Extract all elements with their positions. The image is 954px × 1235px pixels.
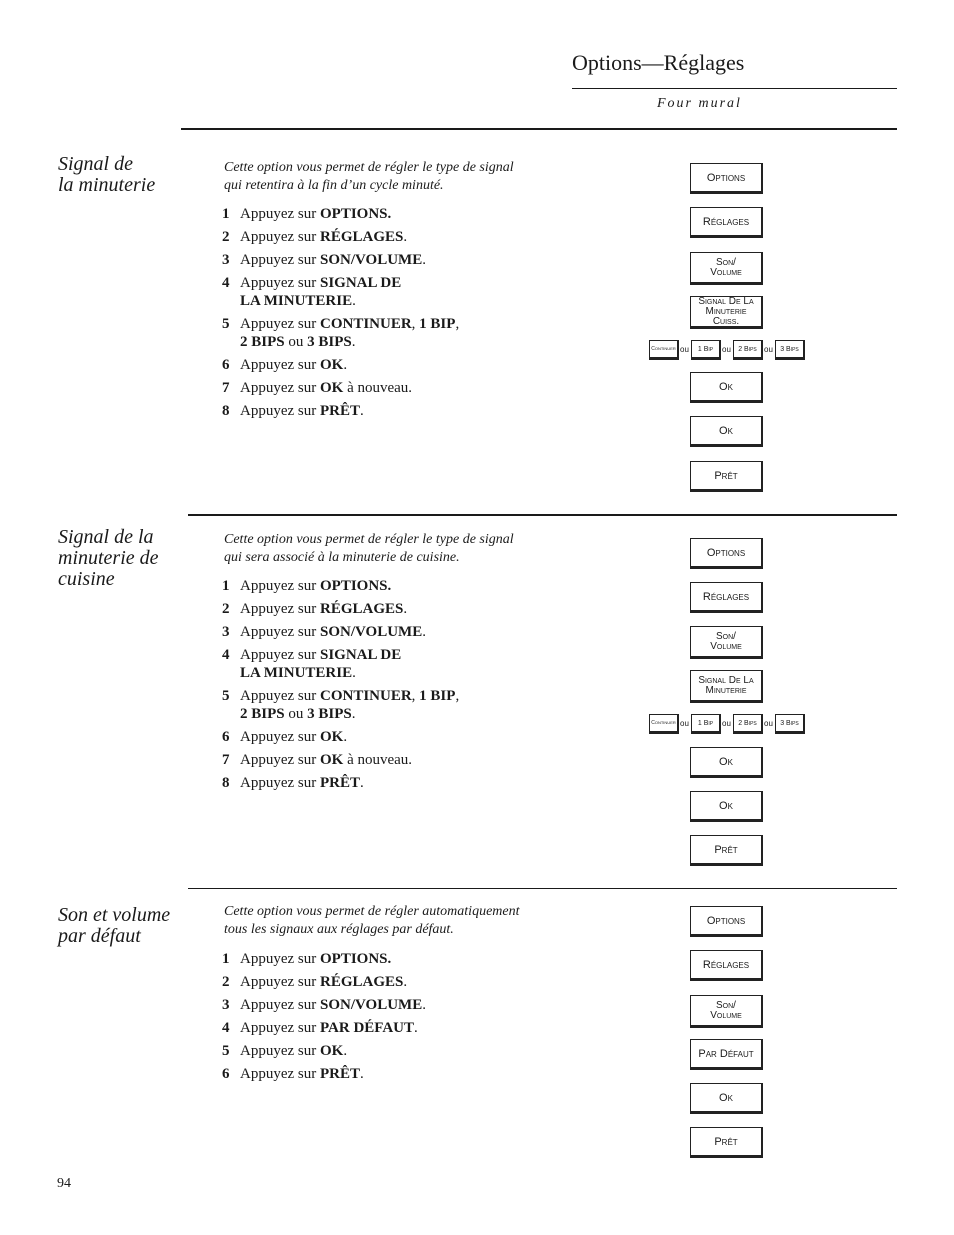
step-number: 3 xyxy=(222,624,230,640)
step-number: 5 xyxy=(222,688,230,704)
step-number: 7 xyxy=(222,380,230,396)
or-label: ou xyxy=(764,719,773,728)
key-reglages: Réglages xyxy=(690,950,763,981)
key-pret: Prêt xyxy=(690,1127,763,1158)
key-options: Options xyxy=(690,538,763,569)
step-number: 2 xyxy=(222,974,230,990)
title-rule xyxy=(572,88,897,89)
step-number: 1 xyxy=(222,206,230,222)
step-item xyxy=(222,251,552,269)
page-number: 94 xyxy=(57,1176,71,1191)
step-text: Appuyez sur RÉGLAGES. xyxy=(240,974,408,990)
step-text: Appuyez sur OK à nouveau. xyxy=(240,752,413,768)
step-list xyxy=(222,950,552,1088)
key-son-volume: Son/ Volume xyxy=(690,995,763,1028)
section-divider xyxy=(188,888,897,889)
step-item xyxy=(222,356,552,374)
step-item xyxy=(222,973,552,991)
page-title: Options—Réglages xyxy=(572,50,745,75)
section-title: Son et volume par défaut xyxy=(58,904,171,947)
step-text: Appuyez sur RÉGLAGES. xyxy=(240,229,408,245)
step-text: Appuyez sur PRÊT. xyxy=(240,775,364,791)
section-divider xyxy=(188,514,897,516)
step-number: 1 xyxy=(222,578,230,594)
key-par-defaut: Par Défaut xyxy=(690,1039,763,1070)
step-text: Appuyez sur SON/VOLUME. xyxy=(240,997,426,1013)
step-item xyxy=(222,577,552,595)
section-intro: Cette option vous permet de régler le type de signal qui sera associé à la minuterie de cuisine. xyxy=(224,532,514,565)
or-label: ou xyxy=(680,719,689,728)
step-number: 1 xyxy=(222,951,230,967)
key-son-volume: Son/ Volume xyxy=(690,252,763,285)
section-intro: Cette option vous permet de régler le type de signal qui retentira à la fin d’un cycle minuté. xyxy=(224,160,514,193)
or-label: ou xyxy=(764,345,773,354)
key-reglages: Réglages xyxy=(690,582,763,613)
key-pret: Prêt xyxy=(690,461,763,492)
page-subtitle: Four mural xyxy=(657,96,742,111)
step-text: Appuyez sur OK. xyxy=(240,1043,348,1059)
step-item xyxy=(222,1065,552,1083)
or-label: ou xyxy=(722,719,731,728)
step-number: 4 xyxy=(222,275,230,291)
step-item xyxy=(222,646,552,682)
step-number: 2 xyxy=(222,601,230,617)
step-number: 6 xyxy=(222,729,230,745)
step-text: Appuyez sur OPTIONS. xyxy=(240,578,392,594)
step-list xyxy=(222,577,552,797)
step-item xyxy=(222,205,552,223)
or-label: ou xyxy=(680,345,689,354)
step-text: Appuyez sur OK. xyxy=(240,357,348,373)
step-number: 4 xyxy=(222,1020,230,1036)
key-2-bips: 2 Bips xyxy=(733,340,763,360)
key-options: Options xyxy=(690,163,763,194)
step-text: Appuyez sur SON/VOLUME. xyxy=(240,252,426,268)
key-ok: Ok xyxy=(690,747,763,778)
key-continuer: Continuer xyxy=(649,714,679,734)
step-text: Appuyez sur PRÊT. xyxy=(240,403,364,419)
key-3-bips: 3 Bips xyxy=(775,714,805,734)
step-item xyxy=(222,774,552,792)
key-son-volume: Son/ Volume xyxy=(690,626,763,659)
step-text: Appuyez sur OPTIONS. xyxy=(240,951,392,967)
step-text: Appuyez sur OK à nouveau. xyxy=(240,380,413,396)
step-number: 6 xyxy=(222,357,230,373)
step-number: 3 xyxy=(222,997,230,1013)
step-item xyxy=(222,228,552,246)
key-continuer: Continuer xyxy=(649,340,679,360)
step-item xyxy=(222,751,552,769)
step-list xyxy=(222,205,552,425)
step-number: 3 xyxy=(222,252,230,268)
key-pret: Prêt xyxy=(690,835,763,866)
key-signal-minuterie: Signal De La Minuterie xyxy=(690,670,763,703)
section-title: Signal de la minuterie xyxy=(58,153,156,196)
step-text: Appuyez sur SON/VOLUME. xyxy=(240,624,426,640)
key-1-bip: 1 Bip xyxy=(691,340,721,360)
step-item xyxy=(222,1019,552,1037)
step-text: Appuyez sur SIGNAL DE LA MINUTERIE. xyxy=(240,275,402,309)
step-number: 8 xyxy=(222,403,230,419)
step-number: 7 xyxy=(222,752,230,768)
key-signal-minuterie: Signal De La Minuterie Cuiss. xyxy=(690,296,763,329)
step-number: 8 xyxy=(222,775,230,791)
step-number: 6 xyxy=(222,1066,230,1082)
key-3-bips: 3 Bips xyxy=(775,340,805,360)
key-ok: Ok xyxy=(690,791,763,822)
step-text: Appuyez sur PAR DÉFAUT. xyxy=(240,1020,418,1036)
step-item xyxy=(222,728,552,746)
top-divider xyxy=(181,128,897,130)
step-item xyxy=(222,687,552,723)
step-text: Appuyez sur OPTIONS. xyxy=(240,206,392,222)
section-intro: Cette option vous permet de régler automatiquement tous les signaux aux réglages par défaut. xyxy=(224,904,520,937)
step-number: 2 xyxy=(222,229,230,245)
step-text: Appuyez sur CONTINUER, 1 BIP, 2 BIPS ou 3 BIPS. xyxy=(240,688,460,722)
step-text: Appuyez sur OK. xyxy=(240,729,348,745)
key-reglages: Réglages xyxy=(690,207,763,238)
step-item xyxy=(222,950,552,968)
step-text: Appuyez sur SIGNAL DE LA MINUTERIE. xyxy=(240,647,402,681)
step-item xyxy=(222,315,552,351)
section-title: Signal de la minuterie de cuisine xyxy=(58,526,159,590)
step-number: 5 xyxy=(222,316,230,332)
step-text: Appuyez sur RÉGLAGES. xyxy=(240,601,408,617)
step-item xyxy=(222,379,552,397)
step-number: 4 xyxy=(222,647,230,663)
step-text: Appuyez sur CONTINUER, 1 BIP, 2 BIPS ou 3 BIPS. xyxy=(240,316,460,350)
step-text: Appuyez sur PRÊT. xyxy=(240,1066,364,1082)
step-item xyxy=(222,274,552,310)
step-number: 5 xyxy=(222,1043,230,1059)
key-options: Options xyxy=(690,906,763,937)
step-item xyxy=(222,996,552,1014)
step-item xyxy=(222,1042,552,1060)
key-1-bip: 1 Bip xyxy=(691,714,721,734)
key-ok: Ok xyxy=(690,1083,763,1114)
step-item xyxy=(222,623,552,641)
key-ok: Ok xyxy=(690,416,763,447)
key-ok: Ok xyxy=(690,372,763,403)
step-item xyxy=(222,600,552,618)
step-item xyxy=(222,402,552,420)
key-2-bips: 2 Bips xyxy=(733,714,763,734)
or-label: ou xyxy=(722,345,731,354)
